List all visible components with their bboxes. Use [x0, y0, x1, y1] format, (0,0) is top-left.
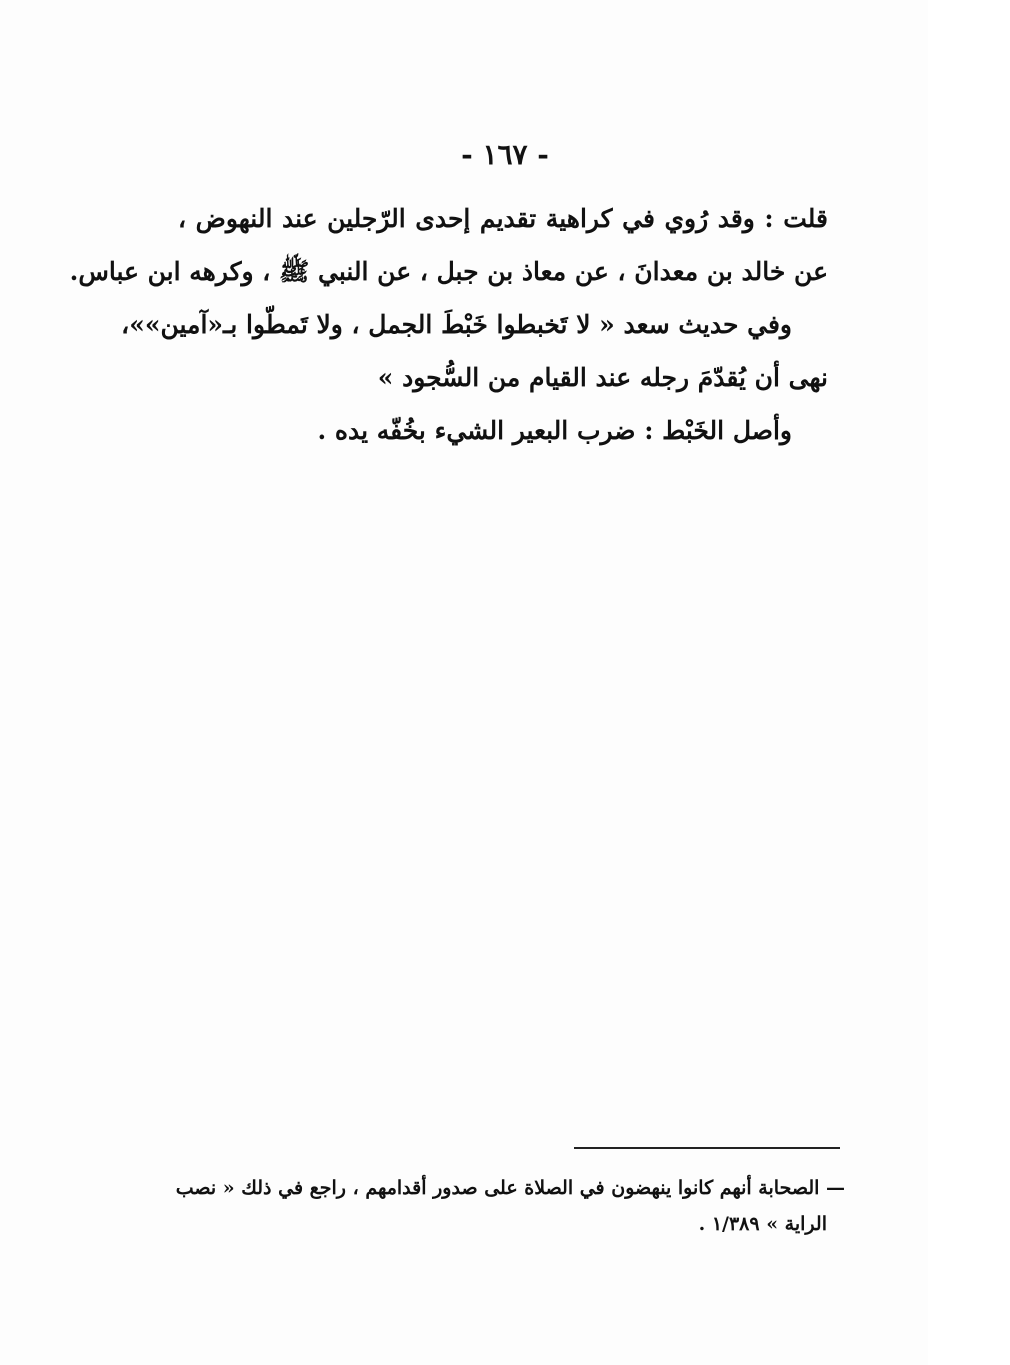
body-text [69, 192, 828, 457]
body-line-2: عن خالد بن معدانَ ، عن معاذ بن جبل ، عن النبي ﷺ ، وكرهه ابن عباس. [69, 257, 828, 286]
body-line-1: قلت : وقد رُوي في كراهية تقديم إحدى الرّجلين عند النهوض ، [178, 204, 828, 233]
footnote-line-2: الراية » ١/٣٨٩ . [698, 1213, 827, 1235]
body-line-5: وأصل الخَبْط : ضرب البعير الشيء بخُفّه يده . [317, 416, 792, 445]
footnote-separator [574, 1147, 840, 1149]
body-line-4: نهى أن يُقدّمَ رجله عند القيام من السُّجود » [377, 363, 828, 392]
body-line-3: وفي حديث سعد « لا تَخبطوا خَبْطَ الجمل ، ولا تَمطّوا بـ«آمين»»، [121, 310, 792, 339]
footnote-line-1: — الصحابة أنهم كانوا ينهضون في الصلاة على صدور أقدامهم ، راجع في ذلك « نصب [175, 1177, 845, 1199]
footnote [175, 1170, 845, 1242]
page-number: - ١٦٧ - [461, 138, 549, 171]
